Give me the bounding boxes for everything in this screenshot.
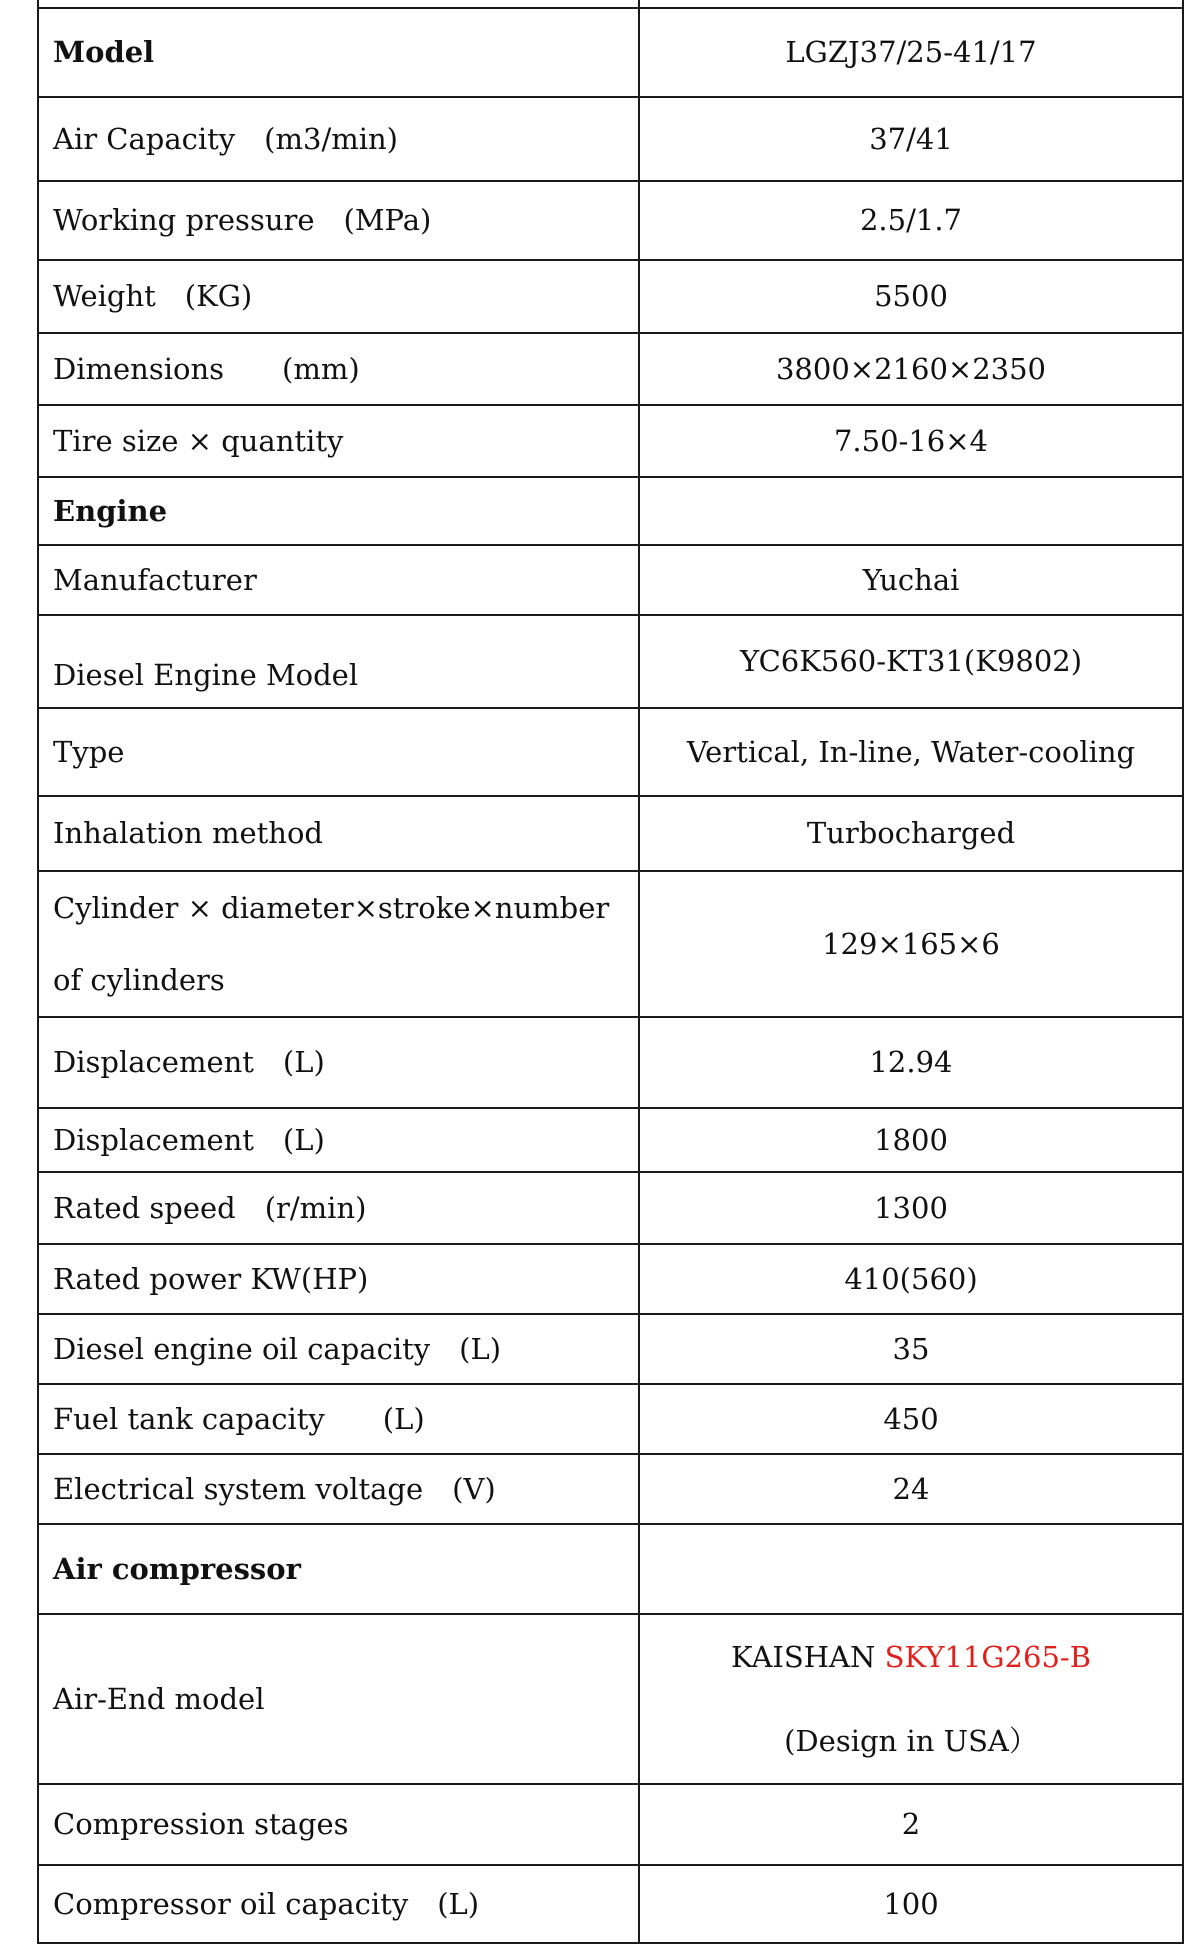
table-row	[38, 1614, 1183, 1784]
table-row	[38, 796, 1183, 871]
row-value-compressor-oil-capacity: 100	[639, 1865, 1183, 1943]
row-label-air-capacity: Air Capacity (m3/min)	[38, 97, 639, 181]
row-value-diesel-engine-model: YC6K560-KT31(K9802)	[639, 615, 1183, 708]
table-row	[38, 1244, 1183, 1314]
table-row	[38, 1314, 1183, 1384]
table-row	[38, 477, 1183, 545]
table-row	[38, 97, 1183, 181]
row-label-diesel-oil-capacity: Diesel engine oil capacity (L)	[38, 1314, 639, 1384]
row-label-compressor-oil-capacity: Compressor oil capacity (L)	[38, 1865, 639, 1943]
table-row	[38, 1454, 1183, 1524]
section-heading-air-compressor: Air compressor	[38, 1524, 639, 1614]
row-value-fuel-tank-capacity: 450	[639, 1384, 1183, 1454]
air-end-model-code: SKY11G265-B	[884, 1640, 1092, 1674]
table-row	[38, 1384, 1183, 1454]
row-label-rated-speed: Rated speed (r/min)	[38, 1172, 639, 1244]
table-row	[38, 8, 1183, 97]
row-label-cylinder-line2: of cylinders	[53, 963, 225, 997]
row-value-rated-power: 410(560)	[639, 1244, 1183, 1314]
table-row	[38, 1865, 1183, 1943]
row-value-rated-speed: 1300	[639, 1172, 1183, 1244]
row-label-diesel-engine-model: Diesel Engine Model	[38, 615, 639, 708]
row-label-model: Model	[38, 8, 639, 97]
row-value-model: LGZJ37/25-41/17	[639, 8, 1183, 97]
specification-table	[37, 0, 1184, 1944]
table-row	[38, 871, 1183, 1017]
row-label-dimensions: Dimensions (mm)	[38, 333, 639, 405]
row-label-inhalation-method: Inhalation method	[38, 796, 639, 871]
row-label-compression-stages: Compression stages	[38, 1784, 639, 1865]
table-cell-empty	[639, 0, 1183, 8]
table-row-top-cut	[38, 0, 1183, 8]
row-value-air-compressor	[639, 1524, 1183, 1614]
row-value-tire-size: 7.50-16×4	[639, 405, 1183, 477]
air-end-brand: KAISHAN	[730, 1640, 885, 1674]
table-row	[38, 1108, 1183, 1172]
row-label-displacement: Displacement (L)	[38, 1017, 639, 1108]
row-value-engine	[639, 477, 1183, 545]
row-value-air-end-model	[639, 1614, 1183, 1784]
row-label-weight: Weight (KG)	[38, 260, 639, 333]
table-row	[38, 1017, 1183, 1108]
row-value-cylinder: 129×165×6	[639, 871, 1183, 1017]
row-value-compression-stages: 2	[639, 1784, 1183, 1865]
table-row	[38, 708, 1183, 796]
row-label-tire-size: Tire size × quantity	[38, 405, 639, 477]
row-value-diesel-oil-capacity: 35	[639, 1314, 1183, 1384]
row-label-manufacturer: Manufacturer	[38, 545, 639, 615]
table-row	[38, 1784, 1183, 1865]
section-heading-engine: Engine	[38, 477, 639, 545]
row-label-rated-power: Rated power KW(HP)	[38, 1244, 639, 1314]
row-value-type: Vertical, In-line, Water-cooling	[639, 708, 1183, 796]
air-end-model-line1	[648, 1615, 1174, 1699]
row-label-type: Type	[38, 708, 639, 796]
row-label-air-end-model: Air-End model	[38, 1614, 639, 1784]
row-value-inhalation-method: Turbocharged	[639, 796, 1183, 871]
row-value-air-capacity: 37/41	[639, 97, 1183, 181]
row-label-displacement-2: Displacement (L)	[38, 1108, 639, 1172]
table-row	[38, 1172, 1183, 1244]
table-row	[38, 181, 1183, 260]
row-label-cylinder-line1: Cylinder × diameter×stroke×number	[53, 891, 610, 925]
table-row	[38, 1524, 1183, 1614]
row-value-working-pressure: 2.5/1.7	[639, 181, 1183, 260]
row-value-displacement-2: 1800	[639, 1108, 1183, 1172]
table-row	[38, 333, 1183, 405]
table-row	[38, 615, 1183, 708]
row-label-electrical-voltage: Electrical system voltage (V)	[38, 1454, 639, 1524]
table-row	[38, 545, 1183, 615]
row-label-fuel-tank-capacity: Fuel tank capacity (L)	[38, 1384, 639, 1454]
row-value-manufacturer: Yuchai	[639, 545, 1183, 615]
row-label-cylinder	[38, 871, 639, 1017]
row-value-electrical-voltage: 24	[639, 1454, 1183, 1524]
row-value-displacement: 12.94	[639, 1017, 1183, 1108]
table-row	[38, 260, 1183, 333]
table-row	[38, 405, 1183, 477]
row-value-weight: 5500	[639, 260, 1183, 333]
row-value-dimensions: 3800×2160×2350	[639, 333, 1183, 405]
air-end-model-line2: (Design in USA）	[784, 1724, 1038, 1758]
row-label-working-pressure: Working pressure (MPa)	[38, 181, 639, 260]
table-cell-empty	[38, 0, 639, 8]
